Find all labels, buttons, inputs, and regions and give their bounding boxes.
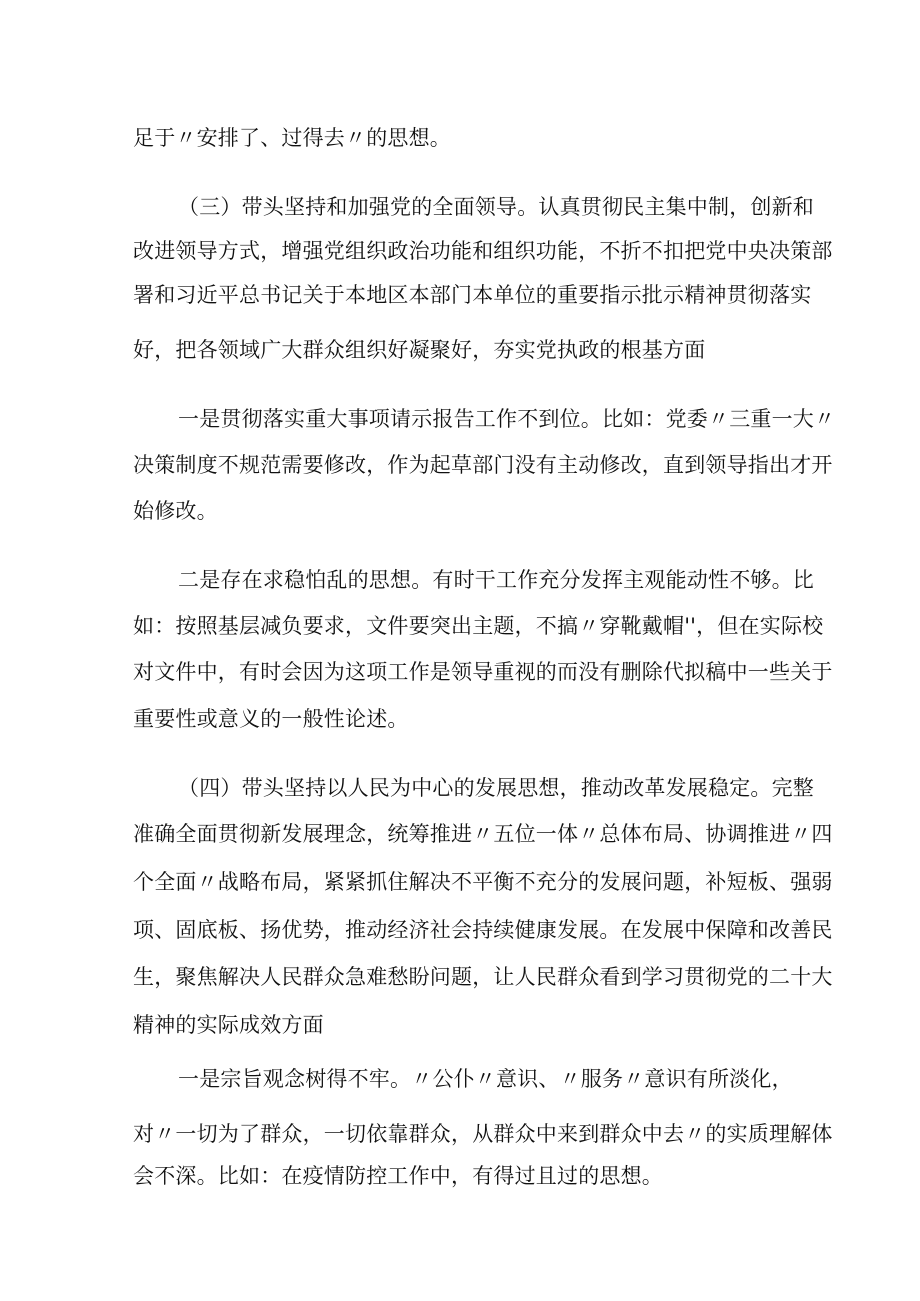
- text-line-4: 署和习近平总书记关于本地区本部门本单位的重要指示批示精神贯彻落实: [133, 283, 812, 307]
- text-line-17: 生，聚焦解决人民群众急难愁盼问题，让人民群众看到学习贯彻党的二十大: [133, 965, 833, 989]
- text-line-21: 会不深。比如：在疫情防控工作中，有得过且过的思想。: [133, 1164, 663, 1188]
- text-line-19: 一是宗旨观念树得不牢。〃公仆〃意识、〃服务〃意识有所淡化，: [178, 1067, 793, 1091]
- text-line-13: （四）带头坚持以人民为中心的发展思想，推动改革发展稳定。完整: [178, 776, 814, 800]
- text-line-1: 足于〃安排了、过得去〃的思想。: [133, 126, 451, 150]
- text-line-3: 改进领导方式，增强党组织政治功能和组织功能，不折不扣把党中央决策部: [133, 239, 833, 263]
- text-line-15: 个全面〃战略布局，紧紧抓住解决不平衡不充分的发展问题，补短板、强弱: [133, 870, 833, 894]
- text-line-9: 二是存在求稳怕乱的思想。有时干工作充分发挥主观能动性不够。比: [178, 568, 814, 592]
- text-line-8: 始修改。: [133, 499, 218, 523]
- text-line-20: 对〃一切为了群众，一切依靠群众，从群众中来到群众中去〃的实质理解体: [133, 1122, 833, 1146]
- text-line-6: 一是贯彻落实重大事项请示报告工作不到位。比如：党委〃三重一大〃: [178, 407, 836, 431]
- text-line-7: 决策制度不规范需要修改，作为起草部门没有主动修改，直到领导指出才开: [133, 453, 833, 477]
- text-line-18: 精神的实际成效方面: [133, 1013, 324, 1037]
- text-line-14: 准确全面贯彻新发展理念，统筹推进〃五位一体〃总体布局、协调推进〃四: [133, 822, 833, 846]
- text-line-11: 对文件中，有时会因为这项工作是领导重视的而没有删除代拟稿中一些关于: [133, 660, 833, 684]
- text-line-16: 项、固底板、扬优势，推动经济社会持续健康发展。在发展中保障和改善民: [133, 918, 833, 942]
- text-line-12: 重要性或意义的一般性论述。: [133, 707, 409, 731]
- text-line-5: 好，把各领域广大群众组织好凝聚好，夯实党执政的根基方面: [133, 338, 706, 362]
- text-line-2: （三）带头坚持和加强党的全面领导。认真贯彻民主集中制，创新和: [178, 195, 814, 219]
- text-line-10: 如：按照基层减负要求，文件要突出主题，不搞〃穿靴戴帽''，但在实际校: [133, 614, 824, 638]
